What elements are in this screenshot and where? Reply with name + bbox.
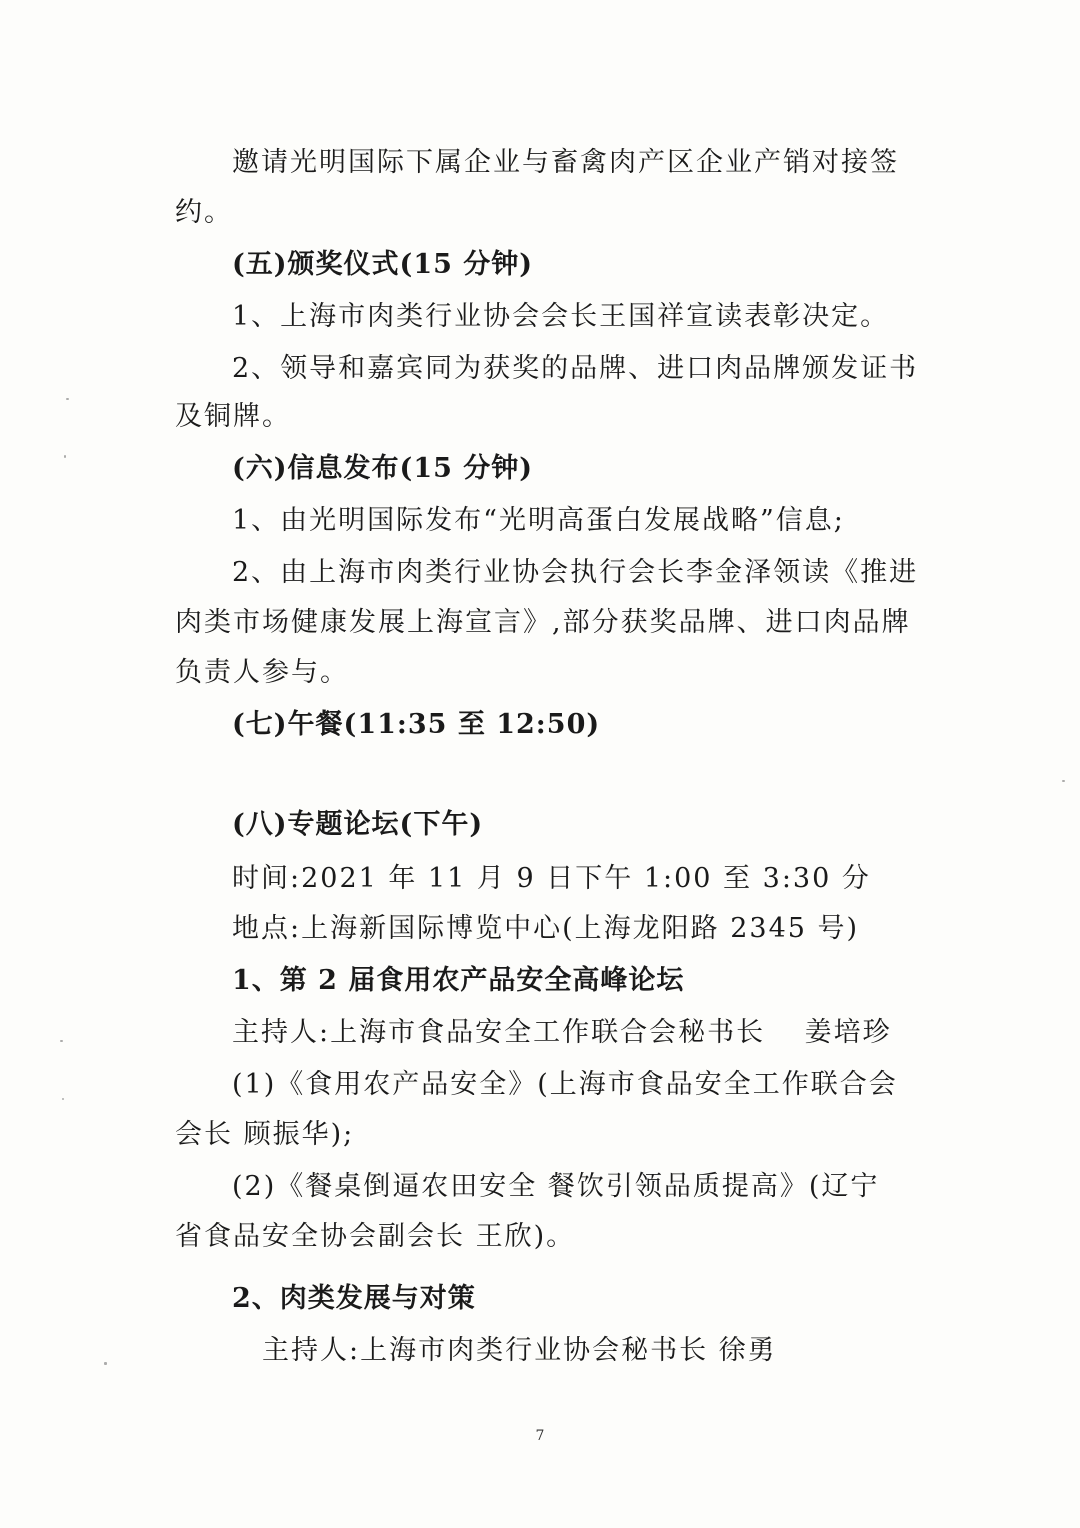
section-heading-6: (六)信息发布(15 分钟) [232,453,534,484]
paragraph-line: 省食品安全协会副会长 王欣)。 [175,1221,576,1252]
paragraph-line: 2、领导和嘉宾同为获奖的品牌、进口肉品牌颁发证书 [232,353,919,384]
event-time: 时间:2021 年 11 月 9 日下午 1:00 至 3:30 分 [232,863,871,894]
page-number: 7 [535,1428,545,1444]
scan-speck [64,455,66,458]
forum-heading-1: 1、第 2 届食用农产品安全高峰论坛 [232,965,685,996]
section-heading-7: (七)午餐(11:35 至 12:50) [232,709,601,740]
scan-speck [104,1362,107,1365]
paragraph-line: 2、由上海市肉类行业协会执行会长李金泽领读《推进 [232,557,919,588]
paragraph-line: 肉类市场健康发展上海宣言》,部分获奖品牌、进口肉品牌 [175,607,911,638]
forum-heading-2: 2、肉类发展与对策 [232,1283,476,1314]
paragraph-line: 1、上海市肉类行业协会会长王国祥宣读表彰决定。 [232,301,890,332]
paragraph-line: 及铜牌。 [175,401,291,432]
host-line: 主持人:上海市食品安全工作联合会秘书长 姜培珍 [232,1017,892,1048]
event-location: 地点:上海新国际博览中心(上海龙阳路 2345 号) [232,913,860,944]
scan-speck [60,1040,63,1042]
scan-speck [62,1098,64,1100]
scan-speck [1062,780,1065,782]
paragraph-line: 约。 [175,197,233,228]
section-heading-5: (五)颁奖仪式(15 分钟) [232,249,534,280]
paragraph-line: (2)《餐桌倒逼农田安全 餐饮引领品质提高》(辽宁 [232,1171,880,1202]
section-heading-8: (八)专题论坛(下午) [232,809,484,840]
paragraph-line: 邀请光明国际下属企业与畜禽肉产区企业产销对接签 [232,147,899,178]
paragraph-line: 负责人参与。 [175,657,349,688]
host-line: 主持人:上海市肉类行业协会秘书长 徐勇 [262,1335,777,1366]
scan-speck [66,398,69,400]
paragraph-line: 会长 顾振华); [175,1119,355,1150]
paragraph-line: (1)《食用农产品安全》(上海市食品安全工作联合会 [232,1069,898,1100]
paragraph-line: 1、由光明国际发布“光明高蛋白发展战略”信息; [232,505,845,536]
